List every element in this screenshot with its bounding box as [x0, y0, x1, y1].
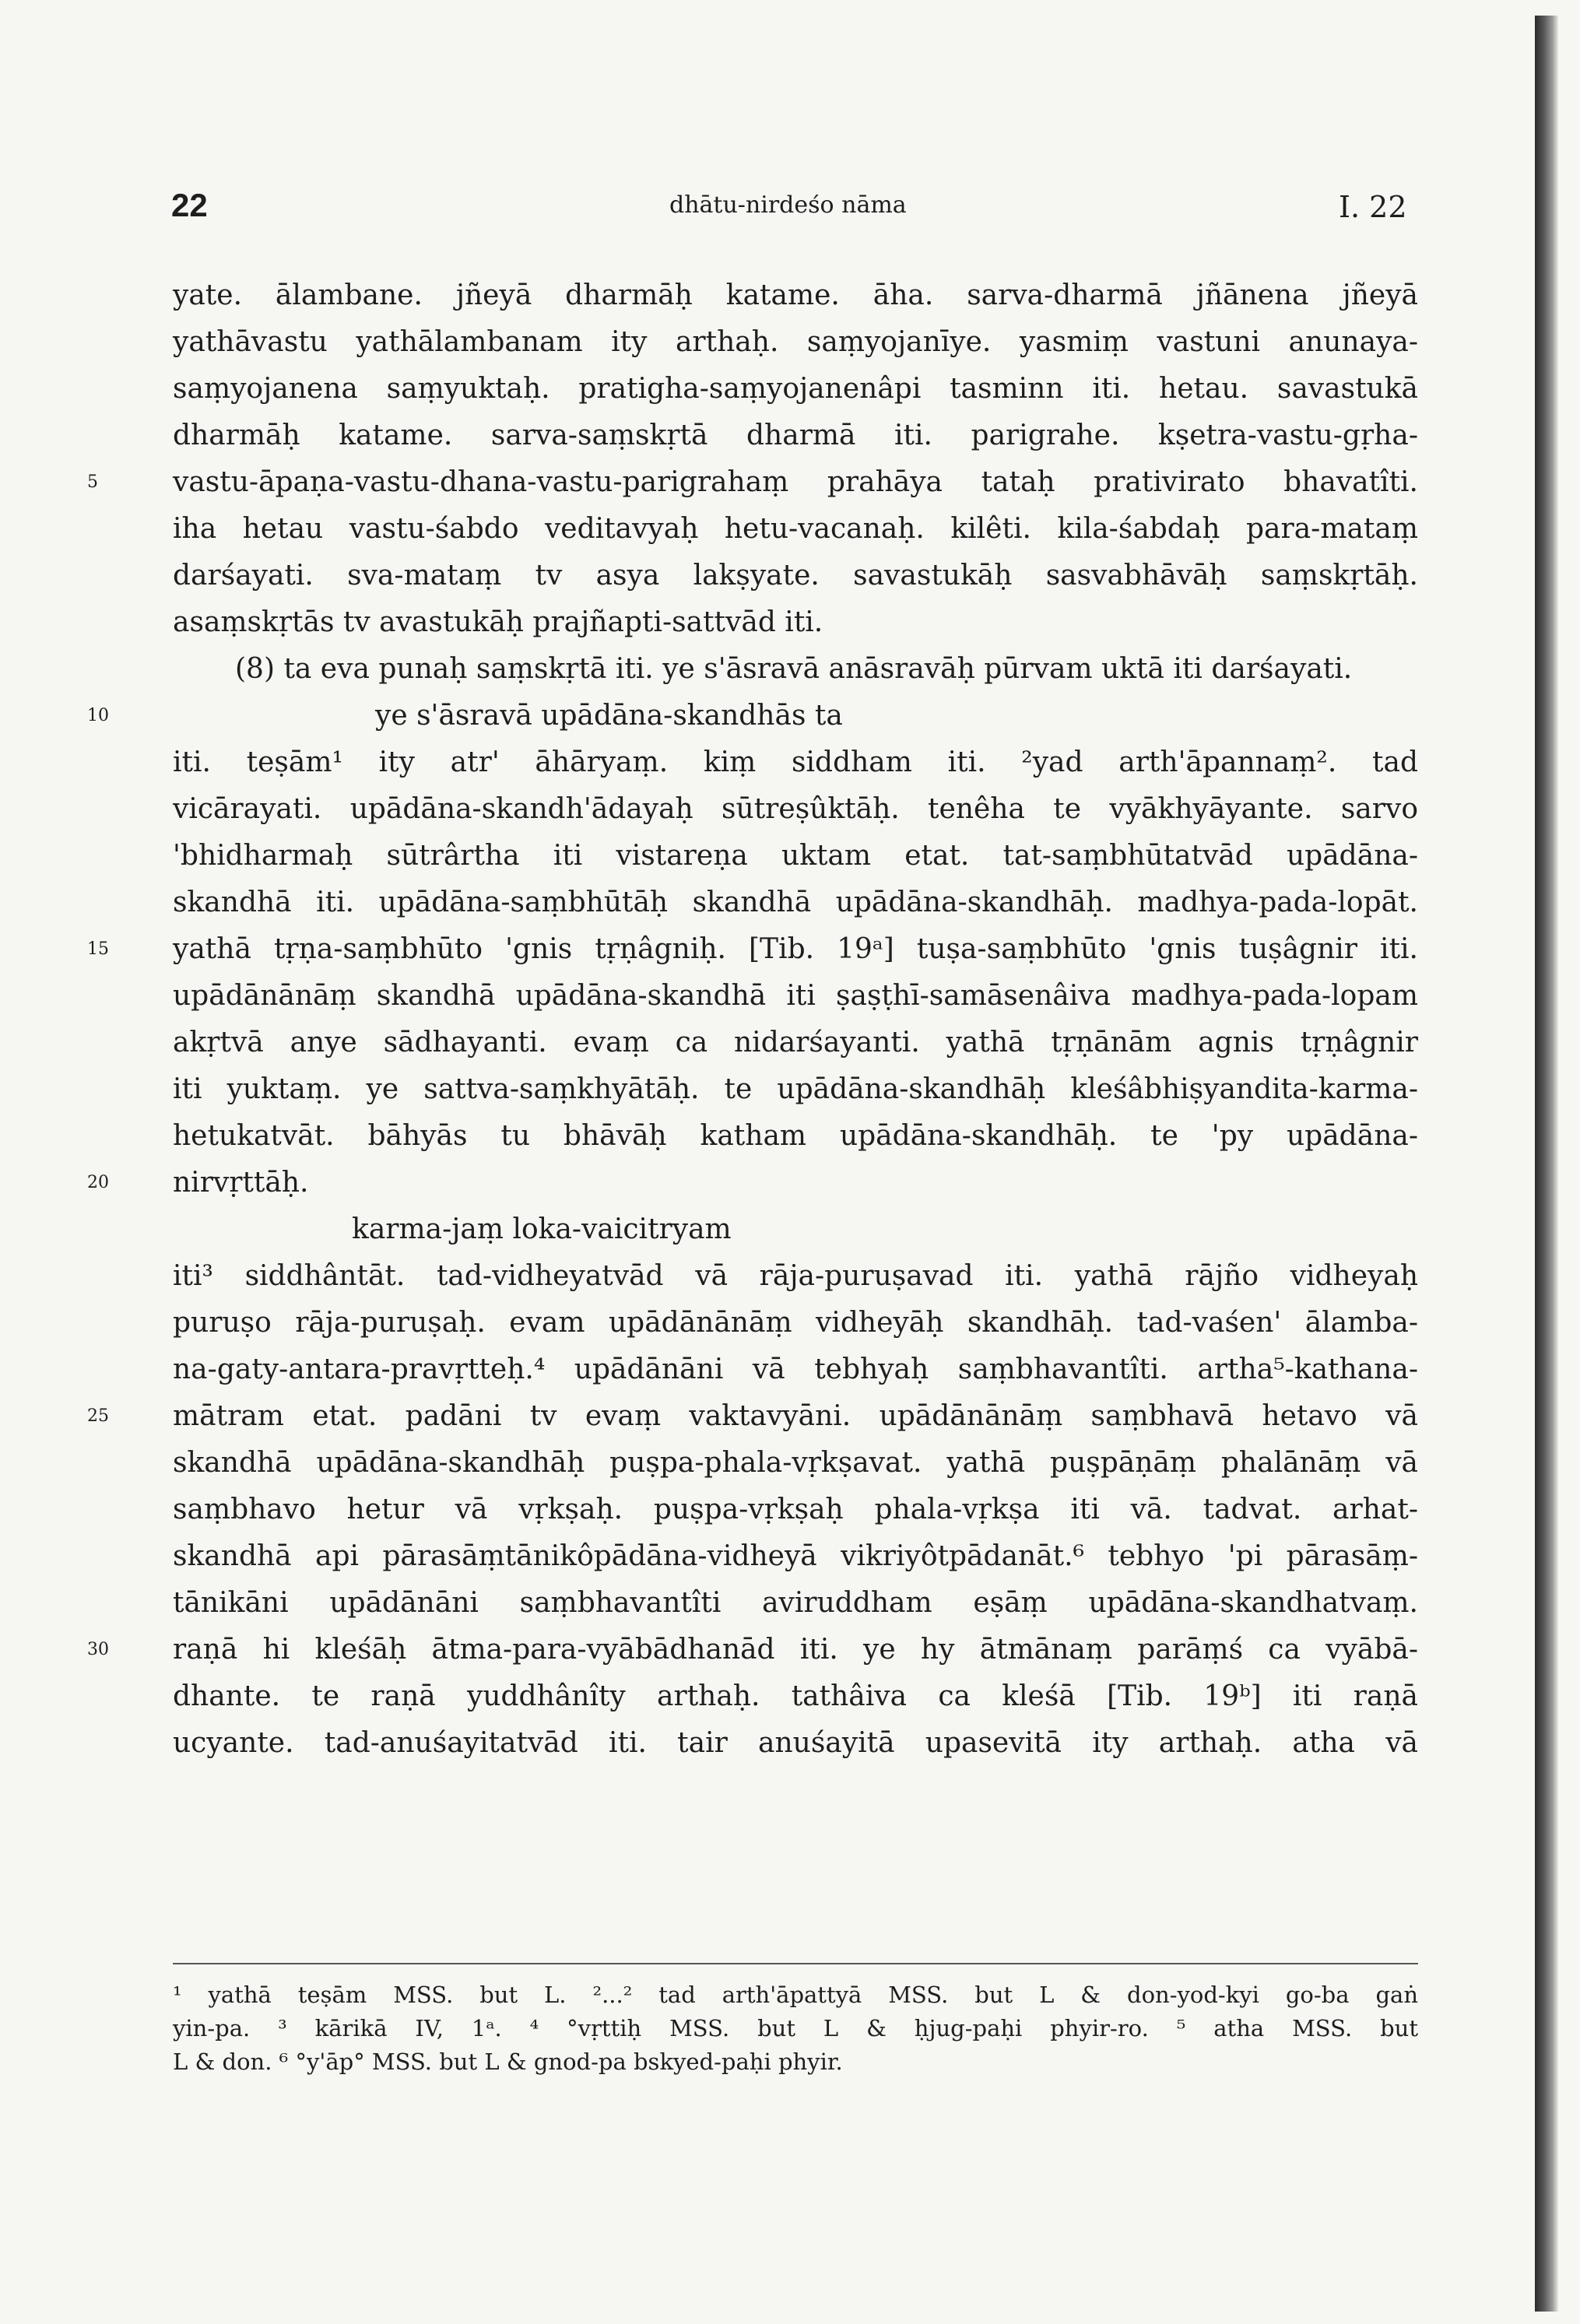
- text-line: [173, 366, 1418, 412]
- line-number: 20: [87, 1173, 109, 1192]
- line-text: asaṃskṛtās tv avastukāḥ prajñapti-sattvād iti.: [173, 606, 823, 638]
- text-line: [87, 1160, 1418, 1206]
- footnotes: [173, 1978, 1418, 2079]
- text-line: [173, 272, 1418, 319]
- line-text: iti³ siddhântāt. tad-vidheyatvād vā rāja-puruṣavad iti. yathā rājño vidheyaḥ: [173, 1260, 1418, 1292]
- text-line: [173, 1533, 1418, 1580]
- line-number: 30: [87, 1640, 109, 1659]
- text-line: [173, 1346, 1418, 1393]
- line-number: 25: [87, 1406, 109, 1426]
- text-line: [87, 926, 1418, 973]
- line-text: saṃbhavo hetur vā vṛkṣaḥ. puṣpa-vṛkṣaḥ phala-vṛkṣa iti vā. tadvat. arhat-: [173, 1494, 1418, 1525]
- line-text: iha hetau vastu-śabdo veditavyaḥ hetu-vacanaḥ. kilêti. kila-śabdaḥ para-mataṃ: [173, 513, 1418, 545]
- line-text: dhante. te raṇā yuddhânîty arthaḥ. tathâiva ca kleśā [Tib. 19ᵇ] iti raṇā: [173, 1680, 1418, 1712]
- text-line: [87, 1393, 1418, 1440]
- line-text: na-gaty-antara-pravṛtteḥ.⁴ upādānāni vā tebhyaḥ saṃbhavantîti. artha⁵-kathana-: [173, 1353, 1418, 1385]
- text-line: [173, 1206, 1418, 1253]
- line-text: yathāvastu yathālambanam ity arthaḥ. saṃyojanīye. yasmiṃ vastuni anunaya-: [173, 326, 1418, 358]
- footnote-line: ¹ yathā teṣām MSS. but L. ²...² tad arth'āpattyā MSS. but L & don-yod-kyi go-ba gaṅ: [173, 1982, 1418, 2008]
- line-text: nirvṛttāḥ.: [173, 1167, 309, 1199]
- line-text: skandhā upādāna-skandhāḥ puṣpa-phala-vṛkṣavat. yathā puṣpāṇāṃ phalānāṃ vā: [173, 1447, 1418, 1479]
- line-text: saṃyojanena saṃyuktaḥ. pratigha-saṃyojanenâpi tasminn iti. hetau. savastukā: [173, 373, 1418, 405]
- text-line: [87, 1627, 1418, 1673]
- line-text: upādānānāṃ skandhā upādāna-skandhā iti ṣaṣṭhī-samāsenâiva madhya-pada-lopam: [173, 980, 1418, 1012]
- line-text: vicārayati. upādāna-skandh'ādayaḥ sūtreṣûktāḥ. tenêha te vyākhyāyante. sarvo: [173, 793, 1418, 825]
- text-line: [173, 319, 1418, 366]
- text-line: [173, 1673, 1418, 1720]
- text-line: [87, 459, 1418, 506]
- text-line: [173, 786, 1418, 833]
- page-header: [0, 187, 1580, 233]
- text-line: [173, 1487, 1418, 1533]
- line-text: karma-jaṃ loka-vaicitryam: [352, 1213, 732, 1245]
- footnote-line: L & don. ⁶ °y'āp° MSS. but L & gnod-pa bskyed-paḥi phyir.: [173, 2048, 843, 2075]
- line-text: puruṣo rāja-puruṣaḥ. evam upādānānāṃ vidheyāḥ skandhāḥ. tad-vaśen' ālamba-: [173, 1307, 1418, 1339]
- text-line: [173, 1253, 1418, 1300]
- text-line: [173, 506, 1418, 553]
- line-text: tānikāni upādānāni saṃbhavantîti aviruddham eṣāṃ upādāna-skandhatvaṃ.: [173, 1587, 1418, 1619]
- text-line: [173, 553, 1418, 599]
- line-number: 5: [87, 472, 98, 492]
- footnote-line: yin-pa. ³ kārikā IV, 1ᵃ. ⁴ °vṛttiḥ MSS. but L & ḥjug-paḥi phyir-ro. ⁵ atha MSS. but: [173, 2015, 1418, 2041]
- line-text: mātram etat. padāni tv evaṃ vaktavyāni. upādānānāṃ saṃbhavā hetavo vā: [173, 1400, 1418, 1432]
- line-number: 10: [87, 706, 109, 725]
- page-number: 22: [171, 187, 208, 223]
- text-line: [173, 1300, 1418, 1346]
- line-text: ye s'āsravā upādāna-skandhās ta: [375, 700, 843, 732]
- line-text: 'bhidharmaḥ sūtrârtha iti vistareṇa uktam etat. tat-saṃbhūtatvād upādāna-: [173, 840, 1418, 872]
- text-line: [173, 1066, 1418, 1113]
- text-line: [173, 1720, 1418, 1767]
- line-text: (8) ta eva punaḥ saṃskṛtā iti. ye s'āsravā anāsravāḥ pūrvam uktā iti darśayati.: [235, 653, 1353, 685]
- text-line: [173, 1440, 1418, 1487]
- line-text: yathā tṛṇa-saṃbhūto 'gnis tṛṇâgniḥ. [Tib. 19ᵃ] tuṣa-saṃbhūto 'gnis tuṣâgnir iti.: [173, 933, 1418, 965]
- text-line: [87, 693, 1418, 739]
- text-line: [173, 646, 1418, 693]
- text-line: [173, 879, 1418, 926]
- line-number: 15: [87, 939, 109, 959]
- line-text: skandhā iti. upādāna-saṃbhūtāḥ skandhā upādāna-skandhāḥ. madhya-pada-lopāt.: [173, 886, 1418, 918]
- line-text: akṛtvā anye sādhayanti. evaṃ ca nidarśayanti. yathā tṛṇānām agnis tṛṇâgnir: [173, 1027, 1418, 1058]
- line-text: skandhā api pārasāṃtānikôpādāna-vidheyā vikriyôtpādanāt.⁶ tebhyo 'pi pārasāṃ-: [173, 1540, 1418, 1572]
- text-line: [173, 1113, 1418, 1160]
- text-line: [173, 1580, 1418, 1627]
- text-line: [173, 599, 1418, 646]
- page-scan-edge: [1535, 16, 1558, 2312]
- line-text: dharmāḥ katame. sarva-saṃskṛtā dharmā iti. parigrahe. kṣetra-vastu-gṛha-: [173, 420, 1418, 451]
- text-line: [173, 833, 1418, 879]
- text-line: [173, 973, 1418, 1020]
- line-text: darśayati. sva-mataṃ tv asya lakṣyate. savastukāḥ sasvabhāvāḥ saṃskṛtāḥ.: [173, 560, 1418, 592]
- line-text: ucyante. tad-anuśayitatvād iti. tair anuśayitā upasevitā ity arthaḥ. atha vā: [173, 1727, 1418, 1759]
- line-text: raṇā hi kleśāḥ ātma-para-vyābādhanād iti. ye hy ātmānaṃ parāṃś ca vyābā-: [173, 1634, 1418, 1666]
- text-line: [173, 412, 1418, 459]
- running-title: dhātu-nirdeśo nāma: [669, 191, 907, 219]
- line-text: yate. ālambane. jñeyā dharmāḥ katame. āha. sarva-dharmā jñānena jñeyā: [173, 279, 1418, 311]
- text-line: [173, 739, 1418, 786]
- footnote-rule: [173, 1963, 1418, 1964]
- line-text: iti. teṣām¹ ity atr' āhāryaṃ. kiṃ siddham iti. ²yad arth'āpannaṃ². tad: [173, 746, 1418, 778]
- line-text: iti yuktaṃ. ye sattva-saṃkhyātāḥ. te upādāna-skandhāḥ kleśâbhiṣyandita-karma-: [173, 1073, 1418, 1105]
- text-line: [173, 1020, 1418, 1066]
- section-reference: I. 22: [1339, 190, 1407, 224]
- line-text: hetukatvāt. bāhyās tu bhāvāḥ katham upādāna-skandhāḥ. te 'py upādāna-: [173, 1120, 1418, 1152]
- line-text: vastu-āpaṇa-vastu-dhana-vastu-parigrahaṃ prahāya tataḥ prativirato bhavatîti.: [173, 466, 1418, 498]
- main-text: [87, 272, 1418, 1767]
